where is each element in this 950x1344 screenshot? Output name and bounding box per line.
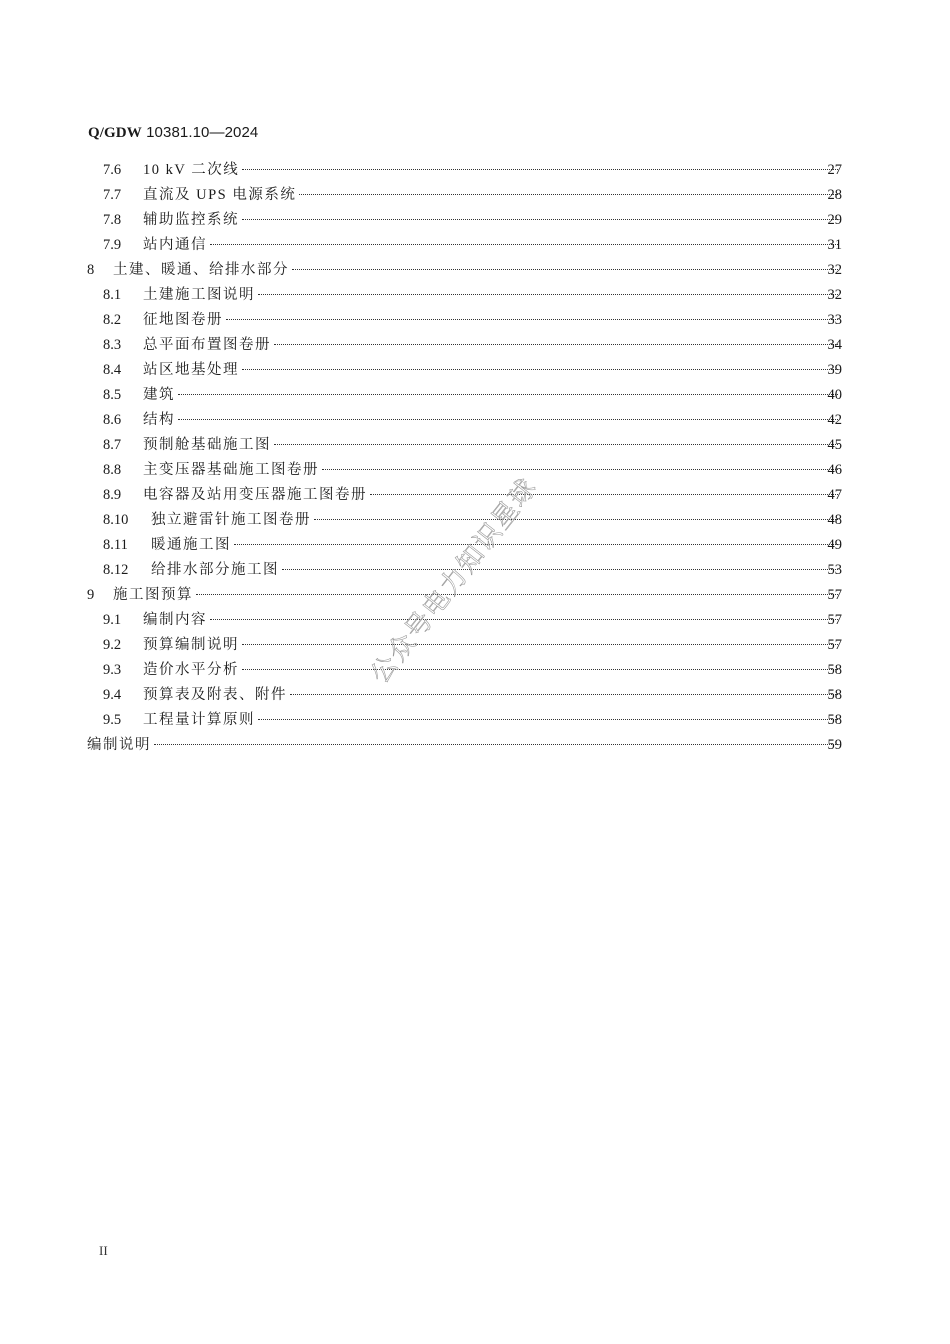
toc-entry-number: 9 xyxy=(87,587,95,603)
dot-leader xyxy=(178,393,838,395)
toc-entry-title: 暖通施工图 xyxy=(151,533,232,558)
toc-entry-page: 58 xyxy=(827,662,842,678)
toc-entry-title: 站区地基处理 xyxy=(143,358,240,383)
toc-entry-page: 31 xyxy=(827,237,842,253)
toc-entry-title: 站内通信 xyxy=(143,233,208,258)
toc-entry-number: 8.8 xyxy=(103,462,122,478)
toc-entry-page: 53 xyxy=(827,562,842,578)
toc-entry[interactable] xyxy=(0,683,950,708)
dot-leader xyxy=(242,643,838,645)
dot-leader xyxy=(196,593,838,595)
toc-entry-page: 49 xyxy=(827,537,842,553)
toc-entry-page: 57 xyxy=(827,587,842,603)
toc-entry[interactable] xyxy=(0,533,950,558)
toc-entry-title: 预算编制说明 xyxy=(143,633,240,658)
toc-entry-page: 48 xyxy=(827,512,842,528)
toc-entry-page: 58 xyxy=(827,712,842,728)
toc-entry-title: 独立避雷针施工图卷册 xyxy=(151,508,312,533)
toc-entry-page: 40 xyxy=(827,387,842,403)
toc-entry-page: 32 xyxy=(827,287,842,303)
dot-leader xyxy=(258,293,838,295)
dot-leader xyxy=(314,518,838,520)
toc-entry-title: 主变压器基础施工图卷册 xyxy=(143,458,320,483)
toc-entry-number: 7.7 xyxy=(103,187,122,203)
dot-leader xyxy=(242,168,838,170)
toc-entry-page: 39 xyxy=(827,362,842,378)
toc-entry-title: 总平面布置图卷册 xyxy=(143,333,272,358)
toc-entry-number: 8.3 xyxy=(103,337,122,353)
toc-entry-title: 工程量计算原则 xyxy=(143,708,256,733)
toc-entry[interactable] xyxy=(0,658,950,683)
watermark: 公众号电力知识星球 xyxy=(365,472,544,690)
toc-entry[interactable] xyxy=(0,358,950,383)
toc-entry-title: 预算表及附表、附件 xyxy=(143,683,288,708)
toc-entry-number: 7.8 xyxy=(103,212,122,228)
document-header xyxy=(88,124,258,142)
toc-entry-number: 8.5 xyxy=(103,387,122,403)
dot-leader xyxy=(299,193,838,195)
toc-entry[interactable] xyxy=(0,433,950,458)
dot-leader xyxy=(292,268,838,270)
dot-leader xyxy=(322,468,838,470)
toc-entry[interactable] xyxy=(0,333,950,358)
toc-entry-title: 造价水平分析 xyxy=(143,658,240,683)
dot-leader xyxy=(178,418,838,420)
toc-entry-number: 9.3 xyxy=(103,662,122,678)
toc-entry-number: 8.2 xyxy=(103,312,122,328)
toc-entry-number: 9.1 xyxy=(103,612,122,628)
toc-entry-number: 9.4 xyxy=(103,687,122,703)
toc-entry[interactable] xyxy=(0,308,950,333)
toc-entry-title: 土建、暖通、给排水部分 xyxy=(113,258,290,283)
dot-leader xyxy=(370,493,838,495)
toc-entry-title: 直流及 UPS 电源系统 xyxy=(143,183,297,208)
toc-entry-number: 8.4 xyxy=(103,362,122,378)
toc-entry[interactable] xyxy=(0,708,950,733)
toc-entry-title: 施工图预算 xyxy=(113,583,194,608)
dot-leader xyxy=(234,543,838,545)
toc-entry-page: 58 xyxy=(827,687,842,703)
dot-leader xyxy=(242,368,838,370)
toc-entry[interactable] xyxy=(0,733,950,758)
toc-entry[interactable] xyxy=(0,608,950,633)
toc-entry-title: 征地图卷册 xyxy=(143,308,224,333)
toc-entry-title: 建筑 xyxy=(143,383,176,408)
toc-entry[interactable] xyxy=(0,508,950,533)
toc-entry-number: 8.10 xyxy=(103,512,129,528)
toc-entry-number: 9.5 xyxy=(103,712,122,728)
dot-leader xyxy=(242,218,838,220)
toc-entry-number: 9.2 xyxy=(103,637,122,653)
dot-leader xyxy=(274,443,838,445)
toc-entry-page: 42 xyxy=(827,412,842,428)
toc-entry-title: 10 kV 二次线 xyxy=(143,158,240,183)
page-number: II xyxy=(99,1243,108,1258)
dot-leader xyxy=(210,243,838,245)
toc-entry-number: 8 xyxy=(87,262,95,278)
toc-entry[interactable] xyxy=(0,383,950,408)
toc-entry-title: 电容器及站用变压器施工图卷册 xyxy=(143,483,368,508)
toc-entry[interactable] xyxy=(0,458,950,483)
toc-entry-page: 32 xyxy=(827,262,842,278)
toc-entry[interactable] xyxy=(0,233,950,258)
toc-entry[interactable] xyxy=(0,583,950,608)
toc-entry-number: 8.7 xyxy=(103,437,122,453)
toc-entry[interactable] xyxy=(0,633,950,658)
dot-leader xyxy=(290,693,838,695)
toc-entry-number: 8.12 xyxy=(103,562,129,578)
standard-number: 10381.10—2024 xyxy=(141,124,259,141)
toc-entry-page: 46 xyxy=(827,462,842,478)
dot-leader xyxy=(226,318,838,320)
toc-entry-number: 8.9 xyxy=(103,487,122,503)
dot-leader xyxy=(210,618,838,620)
toc-entry-number: 8.6 xyxy=(103,412,122,428)
toc-entry[interactable] xyxy=(0,408,950,433)
toc-entry-title: 给排水部分施工图 xyxy=(151,558,280,583)
toc-entry-page: 28 xyxy=(827,187,842,203)
dot-leader xyxy=(258,718,838,720)
toc-entry-page: 57 xyxy=(827,637,842,653)
toc-entry-number: 7.9 xyxy=(103,237,122,253)
dot-leader xyxy=(154,743,838,745)
toc-entry[interactable] xyxy=(0,483,950,508)
toc-entry-title: 编制说明 xyxy=(87,733,152,758)
toc-entry-number: 8.11 xyxy=(103,537,128,553)
toc-entry-number: 7.6 xyxy=(103,162,122,178)
toc-entry-page: 34 xyxy=(827,337,842,353)
toc-entry-title: 辅助监控系统 xyxy=(143,208,240,233)
toc-entry-title: 土建施工图说明 xyxy=(143,283,256,308)
toc-entry[interactable] xyxy=(0,183,950,208)
dot-leader xyxy=(274,343,838,345)
toc-entry[interactable] xyxy=(0,283,950,308)
dot-leader xyxy=(242,668,838,670)
toc-entry-page: 29 xyxy=(827,212,842,228)
toc-entry-page: 57 xyxy=(827,612,842,628)
toc-entry[interactable] xyxy=(0,258,950,283)
toc-entry[interactable] xyxy=(0,158,950,183)
toc-entry[interactable] xyxy=(0,208,950,233)
toc-entry-title: 编制内容 xyxy=(143,608,208,633)
toc-entry-title: 预制舱基础施工图 xyxy=(143,433,272,458)
standard-prefix: Q/GDW xyxy=(88,125,142,141)
dot-leader xyxy=(282,568,838,570)
toc-entry-number: 8.1 xyxy=(103,287,122,303)
toc-entry-page: 33 xyxy=(827,312,842,328)
toc-entry-page: 27 xyxy=(827,162,842,178)
toc-entry[interactable] xyxy=(0,558,950,583)
toc-entry-page: 47 xyxy=(827,487,842,503)
toc-entry-page: 59 xyxy=(827,737,842,753)
toc-entry-title: 结构 xyxy=(143,408,176,433)
toc-entry-page: 45 xyxy=(827,437,842,453)
